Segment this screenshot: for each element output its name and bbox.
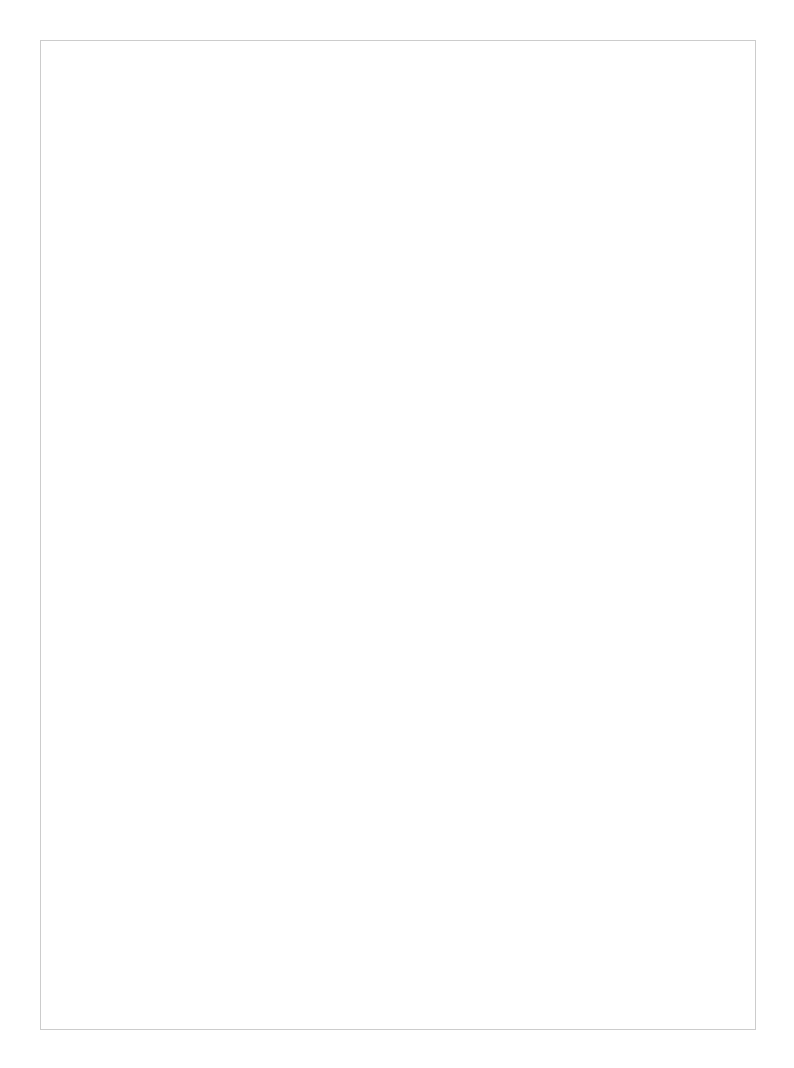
placeholder <box>40 40 756 1030</box>
